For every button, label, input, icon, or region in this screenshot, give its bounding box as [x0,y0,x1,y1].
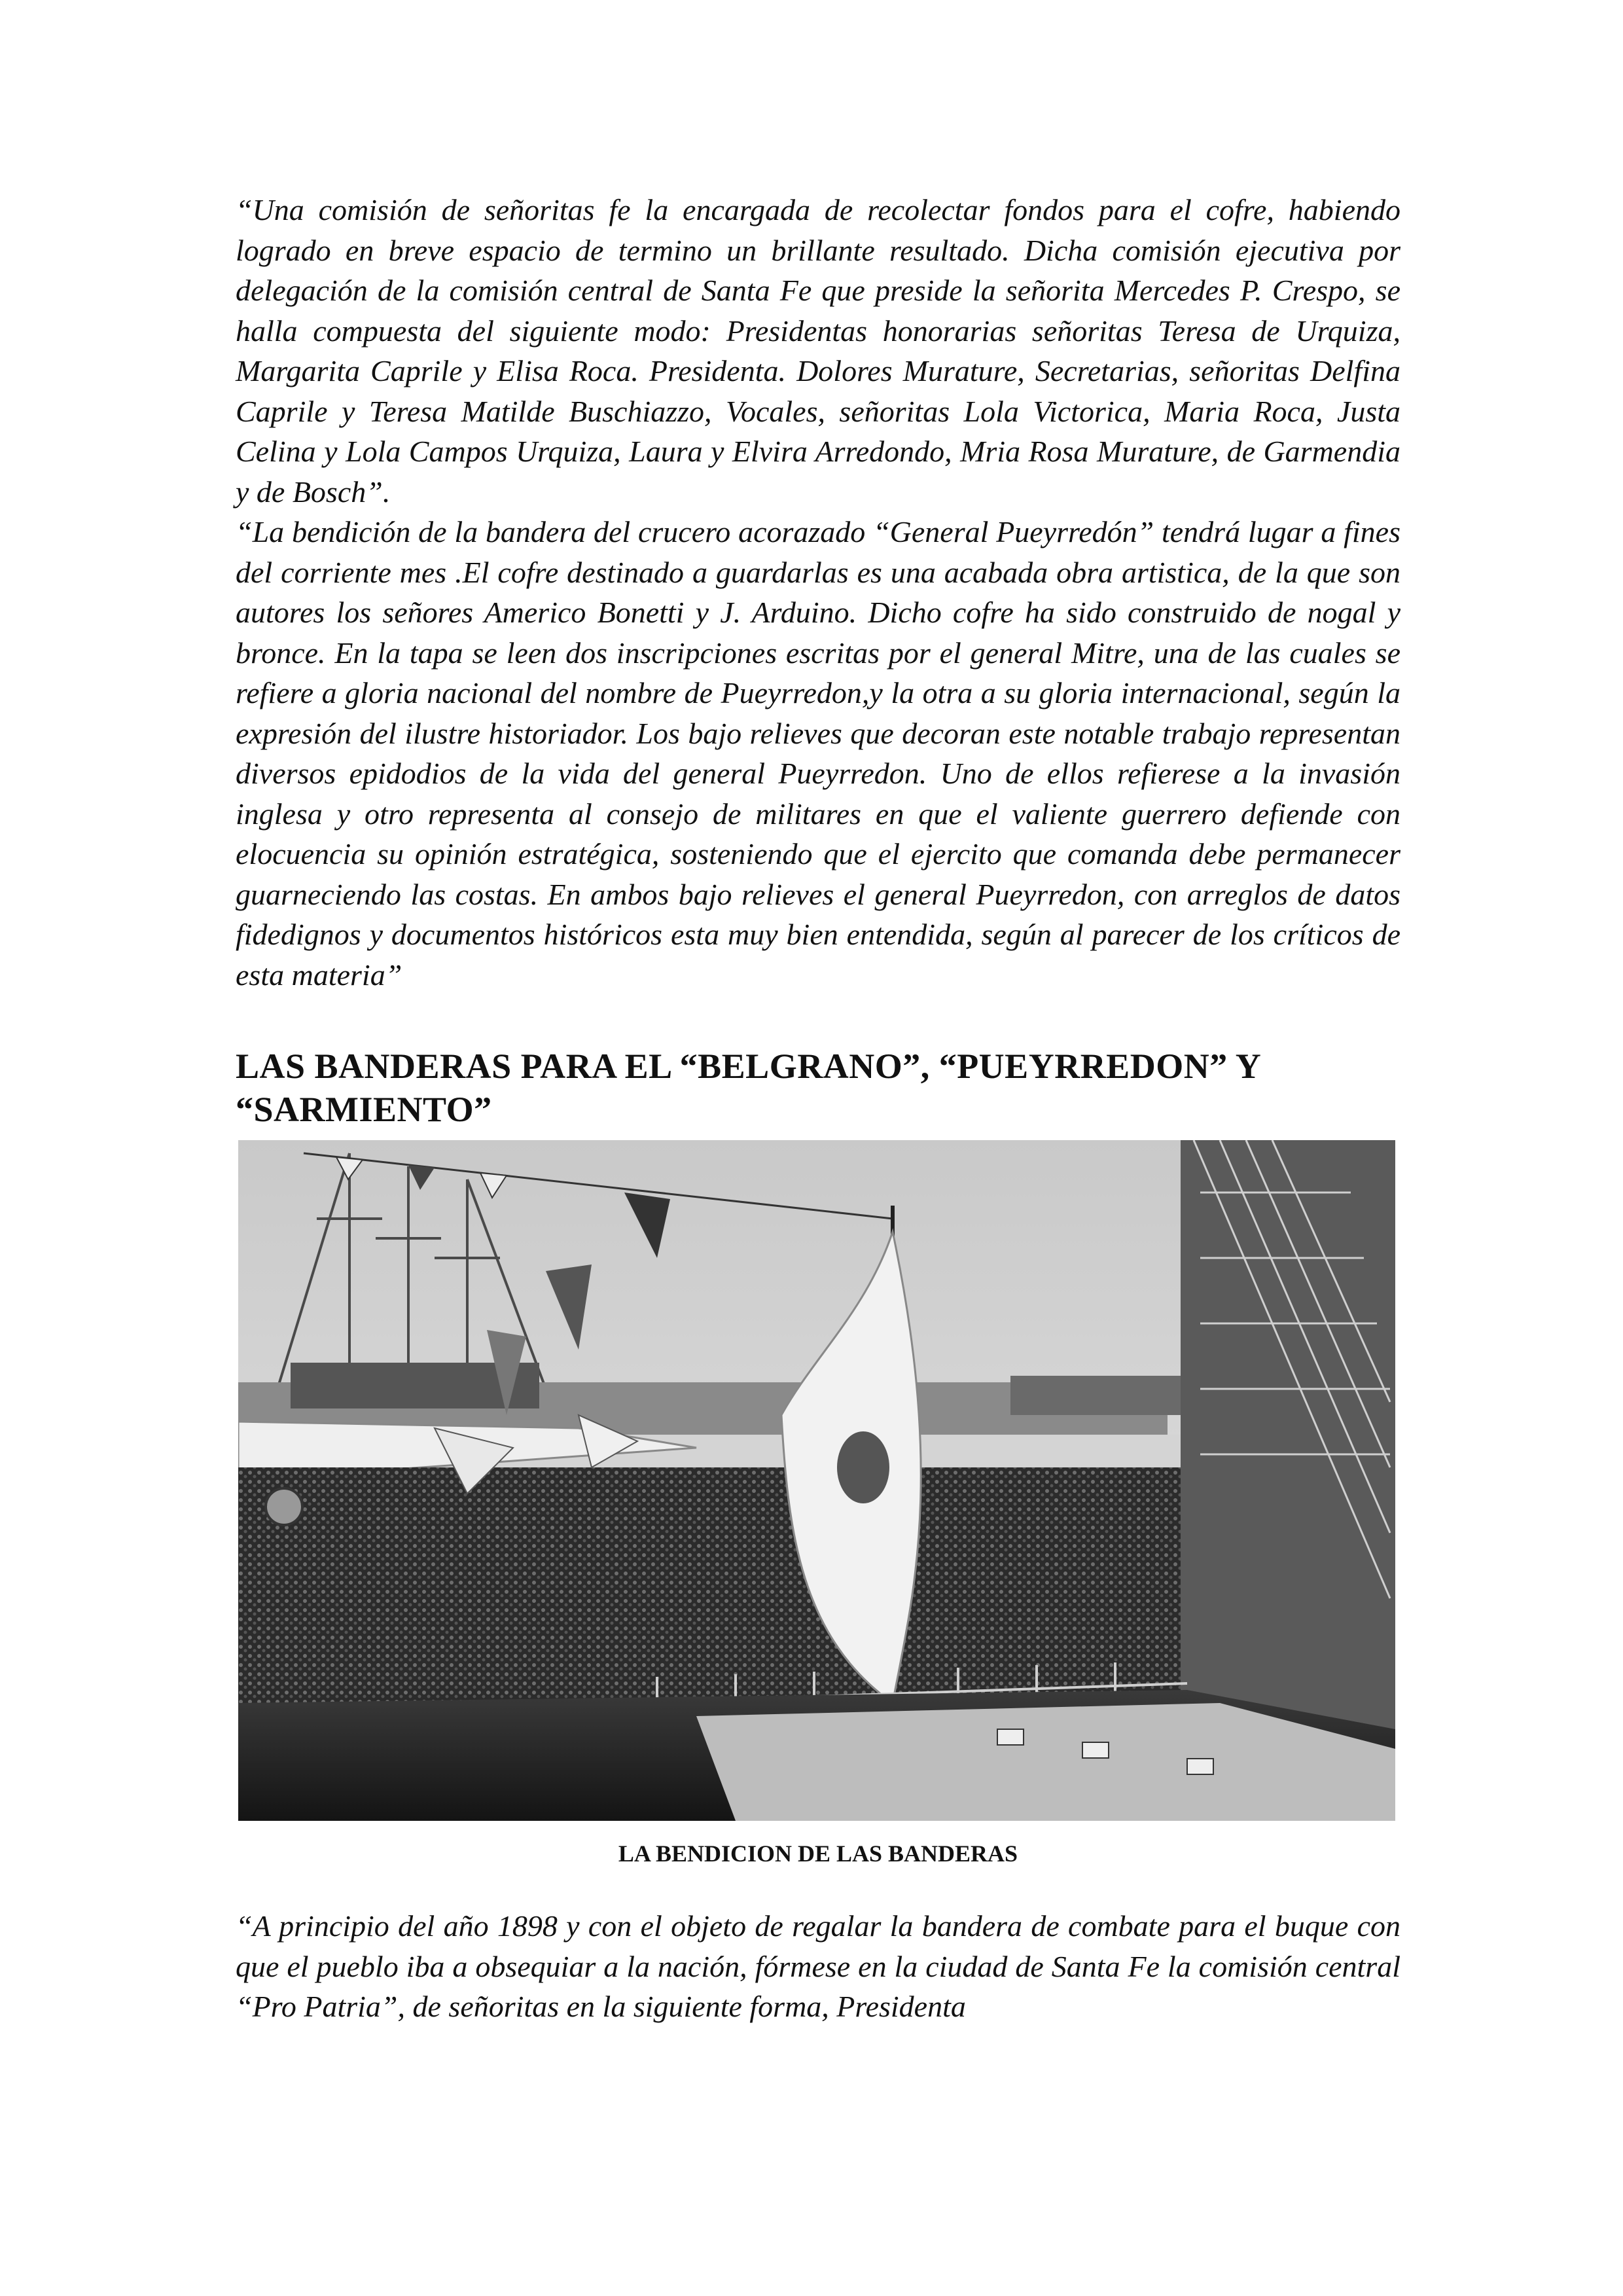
paragraph-pro-patria: “A principio del año 1898 y con el objeto de regalar la bandera de combate para el buque con que el pueblo iba a obsequiar a la nación, fórmese en la ciudad de Santa Fe la comisión central “Pro Patria”, de señoritas en la siguiente forma, Presidenta [236,1909,1400,2023]
photo-flag-blessing [238,1140,1395,1821]
section-heading-line-1: LAS BANDERAS PARA EL “BELGRANO”, “PUEYRREDON” Y [236,1047,1262,1086]
section-heading-line-2: “SARMIENTO” [236,1090,492,1129]
photo-illustration [238,1140,1395,1821]
paragraph-bendicion: “La bendición de la bandera del crucero acorazado “General Pueyrredón” tendrá lugar a fines del corriente mes .El cofre destinado a guardarlas es una acabada obra artistica, de la que son autores los señores Americo Bonetti y J. Arduino. Dicho cofre ha sido construido de nogal y bronce. En la tapa se leen dos inscripciones escritas por el general Mitre, una de las cuales se refiere a gloria nacional del nombre de Pueyrredon,y la otra a su gloria internacional, según la expresión del ilustre historiador. Los bajo relieves que decoran este notable trabajo representan diversos epidodios de la vida del general Pueyrredon. Uno de ellos refierese a la invasión inglesa y otro representa al consejo de militares en que el valiente guerrero defiende con elocuencia su opinión estratégica, sosteniendo que el ejercito que comanda debe permanecer guarneciendo las costas. En ambos bajo relieves el general Pueyrredon, con arreglos de datos fidedignos y documentos históricos esta muy bien entendida, según al parecer de los críticos de esta materia” [236,515,1400,992]
photo-caption: LA BENDICION DE LAS BANDERAS [618,1840,1018,1867]
document-page [236,190,1400,2027]
section-heading [236,1045,1400,1131]
paragraph-comision: “Una comisión de señoritas fe la encargada de recolectar fondos para el cofre, habiendo logrado en breve espacio de termino un brillante resultado. Dicha comisión ejecutiva por delegación de la comisión central de Santa Fe que preside la señorita Mercedes P. Crespo, se halla compuesta del siguiente modo: Presidentas honorarias señoritas Teresa de Urquiza, Margarita Caprile y Elisa Roca. Presidenta. Dolores Murature, Secretarias, señoritas Delfina Caprile y Teresa Matilde Buschiazzo, Vocales, señoritas Lola Victorica, Maria Roca, Justa Celina y Lola Campos Urquiza, Laura y Elvira Arredondo, Mria Rosa Murature, de Garmendia y de Bosch”. [236,193,1400,509]
